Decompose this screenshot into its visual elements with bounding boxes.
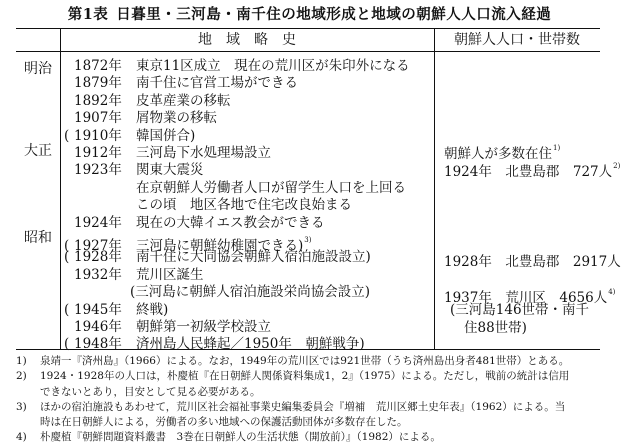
history-row — [74, 57, 410, 75]
history-event: 屑物業の移転 — [136, 110, 217, 127]
history-table — [16, 28, 621, 353]
history-event: 皮革産業の移転 — [136, 92, 231, 109]
history-year: 1948年 — [74, 336, 122, 353]
open-paren: ( — [64, 127, 70, 144]
history-row — [74, 214, 324, 232]
history-event: 現在の大韓イエス教会ができる — [136, 214, 325, 231]
population-row: 朝鮮人が多数在住$^{1)}$ — [444, 144, 561, 162]
history-year: 1924年 — [74, 214, 122, 231]
history-row — [64, 301, 168, 319]
footnote-marker: 3) — [304, 236, 312, 244]
history-year: 1927年 — [74, 238, 122, 254]
population-row: 1937年 荒川区 4656人$^{4)}$ — [444, 288, 616, 306]
header-divider — [16, 51, 600, 52]
table-title — [0, 3, 619, 24]
history-event: (三河島に朝鮮人宿泊施設栄尚協会設立) — [130, 284, 371, 301]
history-year: 1932年 — [74, 266, 122, 283]
history-row — [64, 231, 312, 254]
history-row — [64, 248, 371, 266]
population-row: 1928年 北豊島郡 2917人 — [444, 254, 621, 270]
history-event: この頃 地区各地で住宅改良始まる — [136, 197, 352, 214]
history-year: 1892年 — [74, 92, 122, 109]
era-column-divider — [60, 29, 61, 349]
history-year: 1928年 — [74, 249, 122, 266]
open-paren: ( — [64, 238, 70, 254]
footnote-continued: できないとあり，目安として見る必要がある。 — [40, 385, 261, 398]
history-event: 三河島下水処理場設立 — [136, 145, 271, 161]
history-year: 1946年 — [74, 319, 122, 335]
history-event: 関東大震災 — [136, 162, 204, 179]
history-year: 1912年 — [74, 145, 122, 161]
history-year: 1910年 — [74, 127, 122, 144]
footnote-continued: 時は在日朝鮮人による，労働者の多い地域への保護活動団体が多数存在した。 — [40, 416, 408, 429]
history-event: 三河島に朝鮮幼稚園できる — [136, 238, 298, 254]
close-paren: ) — [359, 336, 365, 353]
history-year: 1872年 — [74, 58, 122, 74]
history-event: 朝鮮第一初級学校設立 — [136, 319, 271, 335]
history-year: 1907年 — [74, 110, 122, 127]
era-taisho: 大正 — [24, 143, 52, 159]
history-row — [74, 74, 298, 92]
era-meiji: 明治 — [24, 61, 52, 77]
table-number: 第1表 — [67, 6, 109, 23]
history-event: 東京11区成立 現在の荒川区が朱印外になる — [136, 58, 410, 74]
history-row — [74, 161, 204, 179]
history-row — [130, 283, 370, 301]
history-row — [74, 109, 217, 127]
history-event: 済州島人民蜂起／1950年 朝鮮戦争 — [136, 336, 360, 353]
close-paren: ) — [190, 127, 196, 144]
history-event: 韓国併合 — [136, 127, 190, 144]
open-paren: ( — [64, 336, 70, 353]
population-column-divider — [434, 29, 435, 349]
history-row — [64, 127, 195, 145]
history-row — [74, 92, 231, 110]
footnote: 3) ほかの宿泊施設もあわせて，荒川区社会福祉事業史編集委員会『増補 荒川区郷土史年表』（1962）による。当 — [16, 400, 566, 413]
header-history: 地 域 略 史 — [198, 32, 296, 48]
history-year: 1879年 — [74, 75, 122, 92]
era-showa: 昭和 — [24, 230, 52, 246]
population-row: 1924年 北豊島郡 727人$^{2)}$ — [444, 162, 621, 180]
history-row — [136, 179, 406, 197]
history-year: 1923年 — [74, 162, 122, 179]
open-paren: ( — [64, 249, 70, 266]
history-row — [74, 144, 271, 162]
history-row — [136, 196, 352, 214]
close-paren: ) — [365, 249, 371, 266]
close-paren: ) — [298, 238, 304, 254]
footnotes — [16, 354, 606, 446]
history-event: 南千住に官営工場ができる — [136, 75, 298, 92]
history-event: 荒川区誕生 — [136, 266, 204, 283]
population-row: 住88世帯) — [464, 320, 527, 336]
header-population: 朝鮮人人口・世帯数 — [454, 32, 580, 48]
history-row — [64, 335, 365, 353]
footnote: 2) 1924・1928年の人口は，朴慶植『在日朝鮮人関係資料集成1，2』（1975）による。ただし，戦前の統計は信用 — [16, 370, 570, 383]
history-event: 南千住に大同協会朝鮮人宿泊施設設立 — [136, 249, 366, 266]
close-paren: ) — [163, 301, 169, 318]
table-title-text: 日暮里・三河島・南千住の地域形成と地域の朝鮮人人口流入経過 — [116, 6, 552, 23]
history-row — [74, 318, 271, 336]
history-event: 在京朝鮮人労働者人口が留学生人口を上回る — [136, 179, 406, 196]
history-year: 1945年 — [74, 301, 122, 318]
open-paren: ( — [64, 301, 70, 318]
history-event: 終戦 — [136, 301, 163, 318]
footnote: 4) 朴慶植『朝鮮問題資料叢書 3巻在日朝鮮人の生活状態（開放前）』（1982）による。 — [16, 431, 441, 444]
footnote: 1) 泉靖一『済州島』（1966）による。なお，1949年の荒川区では921世帯（うち済州島出身者481世帯）とある。 — [16, 355, 570, 367]
population-row: (三河島146世帯・南千 — [450, 302, 590, 318]
history-row — [74, 266, 204, 284]
